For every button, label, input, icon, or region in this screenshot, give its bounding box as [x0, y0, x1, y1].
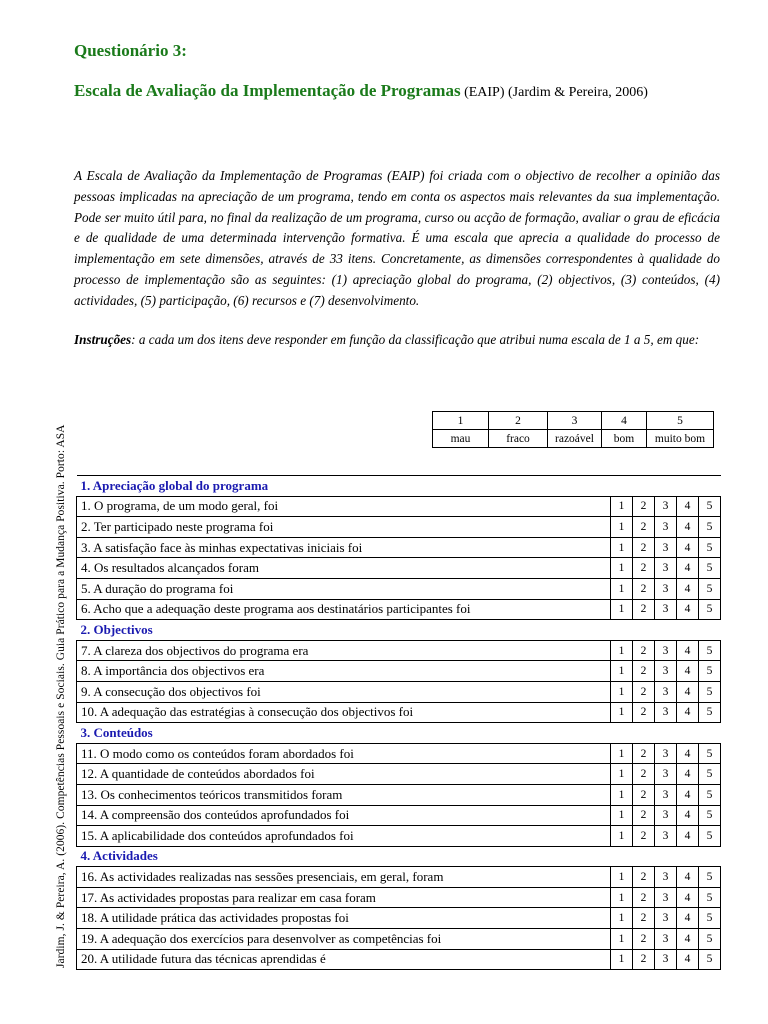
item-row: [77, 929, 721, 950]
rating-option-2[interactable]: 2: [633, 867, 655, 888]
item-text: 11. O modo como os conteúdos foram abordados foi: [77, 743, 611, 764]
rating-option-2[interactable]: 2: [633, 517, 655, 538]
item-row: [77, 578, 721, 599]
scale-title: [74, 81, 648, 101]
rating-option-3[interactable]: 3: [655, 784, 677, 805]
rating-option-1[interactable]: 1: [611, 929, 633, 950]
scale-labels-row: [433, 430, 714, 448]
item-text: 2. Ter participado neste programa foi: [77, 517, 611, 538]
rating-option-5[interactable]: 5: [699, 599, 721, 620]
rating-option-5[interactable]: 5: [699, 949, 721, 970]
intro-paragraph: A Escala de Avaliação da Implementação de Programas (EAIP) foi criada com o objectivo de recolher a opinião das pessoas implicadas na apreciação de um programa, tendo em conta os aspectos mais relevantes da sua implementação. Pode ser muito útil para, no final da realização de um programa, curso ou acção de formação, avaliar o grau de eficácia e de qualidade de uma determinada intervenção formativa. É uma escala que aprecia a qualidade do processo de implementação em sete dimensões, através de 33 itens. Concretamente, as dimensões correspondentes à qualidade do processo de implementação são as seguintes: (1) apreciação global do programa, (2) objectivos, (3) conteúdos, (4) actividades, (5) participação, (6) recursos e (7) desenvolvimento.: [74, 168, 720, 308]
section-title: 4. Actividades: [77, 846, 721, 867]
rating-option-2[interactable]: 2: [633, 702, 655, 723]
rating-option-1[interactable]: 1: [611, 764, 633, 785]
rating-option-1[interactable]: 1: [611, 517, 633, 538]
rating-option-3[interactable]: 3: [655, 949, 677, 970]
scale-title-citation: (EAIP) (Jardim & Pereira, 2006): [460, 85, 648, 100]
rating-option-2[interactable]: 2: [633, 929, 655, 950]
item-row: [77, 599, 721, 620]
rating-option-5[interactable]: 5: [699, 867, 721, 888]
item-row: [77, 517, 721, 538]
scale-numbers-row: [433, 412, 714, 430]
scale-label: razoável: [548, 430, 602, 448]
rating-option-3[interactable]: 3: [655, 702, 677, 723]
item-text: 8. A importância dos objectivos era: [77, 661, 611, 682]
rating-option-5[interactable]: 5: [699, 702, 721, 723]
section-title: 2. Objectivos: [77, 620, 721, 641]
section-header: [77, 846, 721, 867]
item-row: [77, 887, 721, 908]
scale-number: 4: [602, 412, 647, 430]
rating-option-4[interactable]: 4: [677, 929, 699, 950]
item-text: 19. A adequação dos exercícios para desenvolver as competências foi: [77, 929, 611, 950]
rating-option-3[interactable]: 3: [655, 640, 677, 661]
rating-option-2[interactable]: 2: [633, 887, 655, 908]
rating-option-4[interactable]: 4: [677, 826, 699, 847]
item-row: [77, 702, 721, 723]
rating-option-3[interactable]: 3: [655, 496, 677, 517]
rating-option-2[interactable]: 2: [633, 496, 655, 517]
rating-option-4[interactable]: 4: [677, 517, 699, 538]
rating-option-2[interactable]: 2: [633, 826, 655, 847]
item-text: 4. Os resultados alcançados foram: [77, 558, 611, 579]
scale-title-main: Escala de Avaliação da Implementação de Programas: [74, 81, 461, 100]
rating-option-1[interactable]: 1: [611, 681, 633, 702]
scale-number: 1: [433, 412, 489, 430]
item-row: [77, 867, 721, 888]
rating-option-3[interactable]: 3: [655, 764, 677, 785]
rating-option-1[interactable]: 1: [611, 537, 633, 558]
rating-option-1[interactable]: 1: [611, 805, 633, 826]
item-text: 16. As actividades realizadas nas sessões presenciais, em geral, foram: [77, 867, 611, 888]
rating-option-1[interactable]: 1: [611, 867, 633, 888]
rating-option-2[interactable]: 2: [633, 805, 655, 826]
rating-option-1[interactable]: 1: [611, 826, 633, 847]
rating-option-3[interactable]: 3: [655, 908, 677, 929]
instructions-label: Instruções: [74, 332, 132, 347]
rating-option-4[interactable]: 4: [677, 496, 699, 517]
item-row: [77, 949, 721, 970]
item-row: [77, 805, 721, 826]
rating-option-5[interactable]: 5: [699, 640, 721, 661]
item-text: 13. Os conhecimentos teóricos transmitidos foram: [77, 784, 611, 805]
item-text: 18. A utilidade prática das actividades propostas foi: [77, 908, 611, 929]
rating-option-4[interactable]: 4: [677, 949, 699, 970]
rating-option-1[interactable]: 1: [611, 558, 633, 579]
rating-option-3[interactable]: 3: [655, 929, 677, 950]
rating-scale-legend: [432, 411, 714, 448]
rating-option-3[interactable]: 3: [655, 661, 677, 682]
rating-option-2[interactable]: 2: [633, 599, 655, 620]
rating-option-3[interactable]: 3: [655, 537, 677, 558]
item-text: 1. O programa, de um modo geral, foi: [77, 496, 611, 517]
scale-label: mau: [433, 430, 489, 448]
rating-option-1[interactable]: 1: [611, 661, 633, 682]
rating-option-1[interactable]: 1: [611, 908, 633, 929]
rating-option-5[interactable]: 5: [699, 578, 721, 599]
questionnaire-table: [76, 475, 721, 970]
rating-option-2[interactable]: 2: [633, 640, 655, 661]
scale-label: bom: [602, 430, 647, 448]
section-title: 3. Conteúdos: [77, 723, 721, 744]
rating-option-2[interactable]: 2: [633, 743, 655, 764]
rating-option-2[interactable]: 2: [633, 908, 655, 929]
rating-option-1[interactable]: 1: [611, 743, 633, 764]
rating-option-2[interactable]: 2: [633, 578, 655, 599]
item-row: [77, 764, 721, 785]
rating-option-3[interactable]: 3: [655, 599, 677, 620]
rating-option-3[interactable]: 3: [655, 826, 677, 847]
rating-option-1[interactable]: 1: [611, 599, 633, 620]
item-row: [77, 537, 721, 558]
rating-option-1[interactable]: 1: [611, 702, 633, 723]
rating-option-5[interactable]: 5: [699, 908, 721, 929]
rating-option-5[interactable]: 5: [699, 496, 721, 517]
instructions-text: : a cada um dos itens deve responder em função da classificação que atribui numa escala de 1 a 5, em que:: [131, 332, 700, 347]
rating-option-4[interactable]: 4: [677, 599, 699, 620]
rating-option-2[interactable]: 2: [633, 949, 655, 970]
instructions: [74, 332, 734, 348]
rating-option-5[interactable]: 5: [699, 517, 721, 538]
item-text: 14. A compreensão dos conteúdos aprofundados foi: [77, 805, 611, 826]
item-row: [77, 661, 721, 682]
rating-option-5[interactable]: 5: [699, 764, 721, 785]
rating-option-5[interactable]: 5: [699, 537, 721, 558]
rating-option-4[interactable]: 4: [677, 784, 699, 805]
rating-option-2[interactable]: 2: [633, 661, 655, 682]
item-row: [77, 496, 721, 517]
rating-option-3[interactable]: 3: [655, 743, 677, 764]
rating-option-2[interactable]: 2: [633, 784, 655, 805]
item-row: [77, 908, 721, 929]
rating-option-2[interactable]: 2: [633, 558, 655, 579]
item-row: [77, 640, 721, 661]
rating-option-4[interactable]: 4: [677, 537, 699, 558]
scale-number: 5: [647, 412, 714, 430]
rating-option-4[interactable]: 4: [677, 805, 699, 826]
rating-option-5[interactable]: 5: [699, 681, 721, 702]
item-text: 15. A aplicabilidade dos conteúdos aprofundados foi: [77, 826, 611, 847]
side-citation: Jardim, J. & Pereira, A. (2006). Competências Pessoais e Sociais. Guia Prático para a Mudança Positiva. Porto: ASA: [55, 424, 67, 968]
rating-option-4[interactable]: 4: [677, 578, 699, 599]
scale-label: fraco: [489, 430, 548, 448]
rating-option-5[interactable]: 5: [699, 887, 721, 908]
rating-option-2[interactable]: 2: [633, 764, 655, 785]
rating-option-1[interactable]: 1: [611, 640, 633, 661]
rating-option-4[interactable]: 4: [677, 764, 699, 785]
rating-option-4[interactable]: 4: [677, 702, 699, 723]
rating-option-3[interactable]: 3: [655, 867, 677, 888]
rating-option-5[interactable]: 5: [699, 743, 721, 764]
rating-option-2[interactable]: 2: [633, 537, 655, 558]
item-text: 17. As actividades propostas para realizar em casa foram: [77, 887, 611, 908]
section-header: [77, 620, 721, 641]
item-text: 5. A duração do programa foi: [77, 578, 611, 599]
rating-option-5[interactable]: 5: [699, 661, 721, 682]
rating-option-5[interactable]: 5: [699, 805, 721, 826]
scale-label: muito bom: [647, 430, 714, 448]
rating-option-4[interactable]: 4: [677, 867, 699, 888]
item-text: 6. Acho que a adequação deste programa aos destinatários participantes foi: [77, 599, 611, 620]
rating-option-4[interactable]: 4: [677, 681, 699, 702]
rating-option-3[interactable]: 3: [655, 681, 677, 702]
rating-option-2[interactable]: 2: [633, 681, 655, 702]
item-text: 10. A adequação das estratégias à consecução dos objectivos foi: [77, 702, 611, 723]
scale-number: 3: [548, 412, 602, 430]
rating-option-3[interactable]: 3: [655, 517, 677, 538]
rating-option-4[interactable]: 4: [677, 908, 699, 929]
item-text: 20. A utilidade futura das técnicas aprendidas é: [77, 949, 611, 970]
item-row: [77, 558, 721, 579]
rating-option-1[interactable]: 1: [611, 784, 633, 805]
item-text: 12. A quantidade de conteúdos abordados foi: [77, 764, 611, 785]
item-row: [77, 681, 721, 702]
section-title: 1. Apreciação global do programa: [77, 476, 721, 497]
item-row: [77, 826, 721, 847]
rating-option-3[interactable]: 3: [655, 558, 677, 579]
rating-option-1[interactable]: 1: [611, 887, 633, 908]
rating-option-4[interactable]: 4: [677, 743, 699, 764]
rating-option-3[interactable]: 3: [655, 887, 677, 908]
section-header: [77, 476, 721, 497]
item-row: [77, 784, 721, 805]
rating-option-1[interactable]: 1: [611, 496, 633, 517]
item-row: [77, 743, 721, 764]
section-header: [77, 723, 721, 744]
rating-option-4[interactable]: 4: [677, 887, 699, 908]
rating-option-1[interactable]: 1: [611, 949, 633, 970]
rating-option-5[interactable]: 5: [699, 929, 721, 950]
rating-option-4[interactable]: 4: [677, 661, 699, 682]
item-text: 7. A clareza dos objectivos do programa era: [77, 640, 611, 661]
item-text: 3. A satisfação face às minhas expectativas iniciais foi: [77, 537, 611, 558]
rating-option-5[interactable]: 5: [699, 558, 721, 579]
rating-option-1[interactable]: 1: [611, 578, 633, 599]
rating-option-4[interactable]: 4: [677, 640, 699, 661]
rating-option-5[interactable]: 5: [699, 784, 721, 805]
rating-option-4[interactable]: 4: [677, 558, 699, 579]
rating-option-3[interactable]: 3: [655, 578, 677, 599]
rating-option-5[interactable]: 5: [699, 826, 721, 847]
scale-number: 2: [489, 412, 548, 430]
item-text: 9. A consecução dos objectivos foi: [77, 681, 611, 702]
rating-option-3[interactable]: 3: [655, 805, 677, 826]
questionnaire-heading: Questionário 3:: [74, 41, 187, 60]
